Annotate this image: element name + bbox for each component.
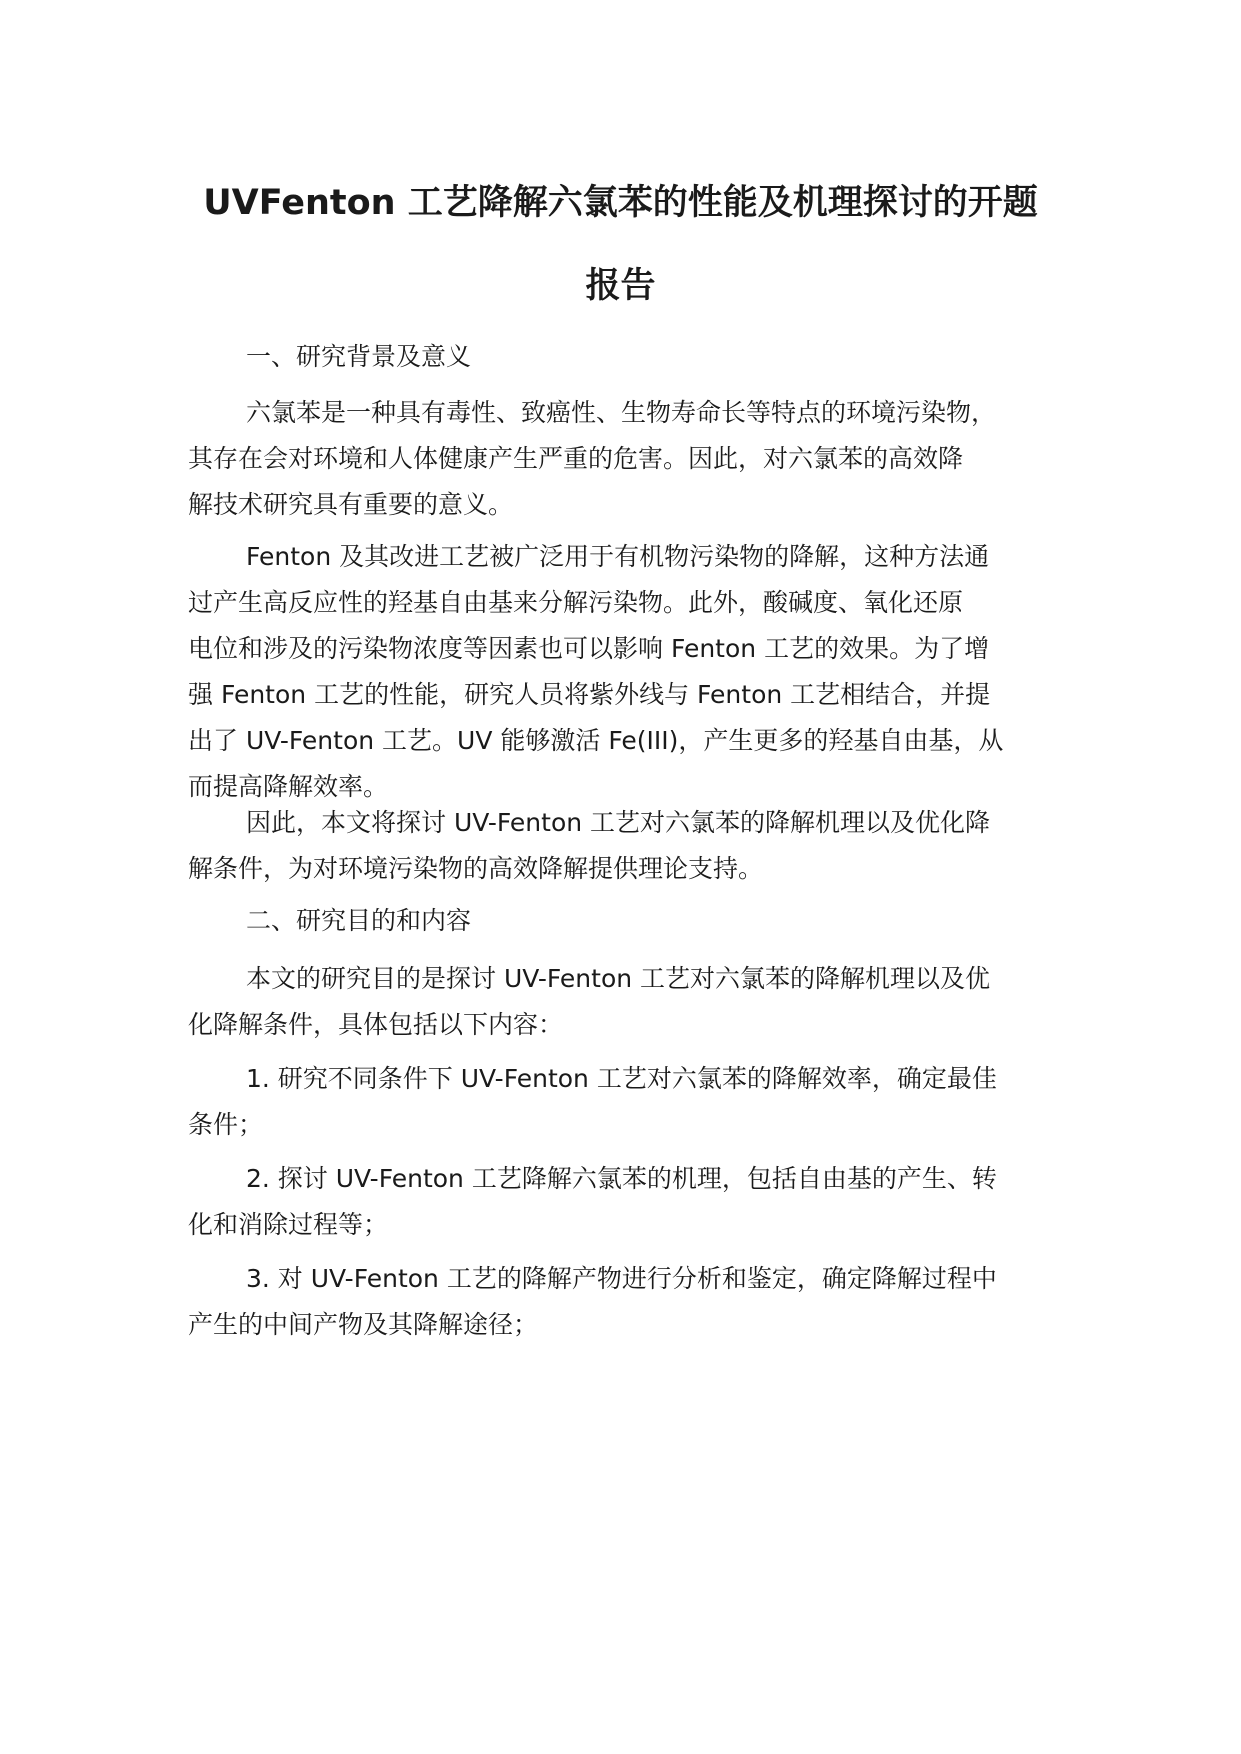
heading-text: 一、研究背景及意义 xyxy=(246,342,472,371)
paragraph-line: 解条件，为对环境污染物的高效降解提供理论支持。 xyxy=(188,854,764,883)
paragraph-line: 强 Fenton 工艺的性能，研究人员将紫外线与 Fenton 工艺相结合，并提 xyxy=(188,680,991,709)
paragraph-objectives-intro xyxy=(188,956,1088,1048)
paragraph-study-aim xyxy=(188,800,1088,892)
paragraph-line: 电位和涉及的污染物浓度等因素也可以影响 Fenton 工艺的效果。为了增 xyxy=(188,634,990,663)
paragraph-line: 本文的研究目的是探讨 UV-Fenton 工艺对六氯苯的降解机理以及优 xyxy=(246,964,991,993)
paragraph-line: 出了 UV-Fenton 工艺。UV 能够激活 Fe(III)，产生更多的羟基自由基，从 xyxy=(188,726,1004,755)
paragraph-line: 化降解条件，具体包括以下内容： xyxy=(188,1010,564,1039)
document-title-line-2: 报告 xyxy=(585,266,656,306)
paragraph-line: 而提高降解效率。 xyxy=(188,772,389,801)
heading-text: 二、研究目的和内容 xyxy=(246,906,472,935)
list-item-line: 产生的中间产物及其降解途径； xyxy=(188,1310,539,1339)
list-item xyxy=(188,1256,1088,1348)
paragraph-line: 六氯苯是一种具有毒性、致癌性、生物寿命长等特点的环境污染物， xyxy=(246,398,997,427)
paragraph-line: 过产生高反应性的羟基自由基来分解污染物。此外，酸碱度、氧化还原 xyxy=(188,588,964,617)
list-item-line: 条件； xyxy=(188,1110,264,1139)
paragraph-line: 因此，本文将探讨 UV-Fenton 工艺对六氯苯的降解机理以及优化降 xyxy=(246,808,991,837)
list-item-line: 3. 对 UV-Fenton 工艺的降解产物进行分析和鉴定，确定降解过程中 xyxy=(246,1264,997,1293)
list-item xyxy=(188,1056,1088,1148)
document-title-line-1: UVFenton 工艺降解六氯苯的性能及机理探讨的开题 xyxy=(203,183,1038,223)
list-item-line: 2. 探讨 UV-Fenton 工艺降解六氯苯的机理，包括自由基的产生、转 xyxy=(246,1164,997,1193)
paragraph-fenton-overview xyxy=(188,534,1088,810)
paragraph-background xyxy=(188,390,1088,528)
section-heading-objectives xyxy=(188,898,1088,944)
section-heading-background xyxy=(188,334,1088,380)
paragraph-line: Fenton 及其改进工艺被广泛用于有机物污染物的降解，这种方法通 xyxy=(246,542,990,571)
list-item xyxy=(188,1156,1088,1248)
list-item-line: 化和消除过程等； xyxy=(188,1210,389,1239)
list-item-line: 1. 研究不同条件下 UV-Fenton 工艺对六氯苯的降解效率，确定最佳 xyxy=(246,1064,997,1093)
paragraph-line: 解技术研究具有重要的意义。 xyxy=(188,490,514,519)
paragraph-line: 其存在会对环境和人体健康产生严重的危害。因此，对六氯苯的高效降 xyxy=(188,444,964,473)
